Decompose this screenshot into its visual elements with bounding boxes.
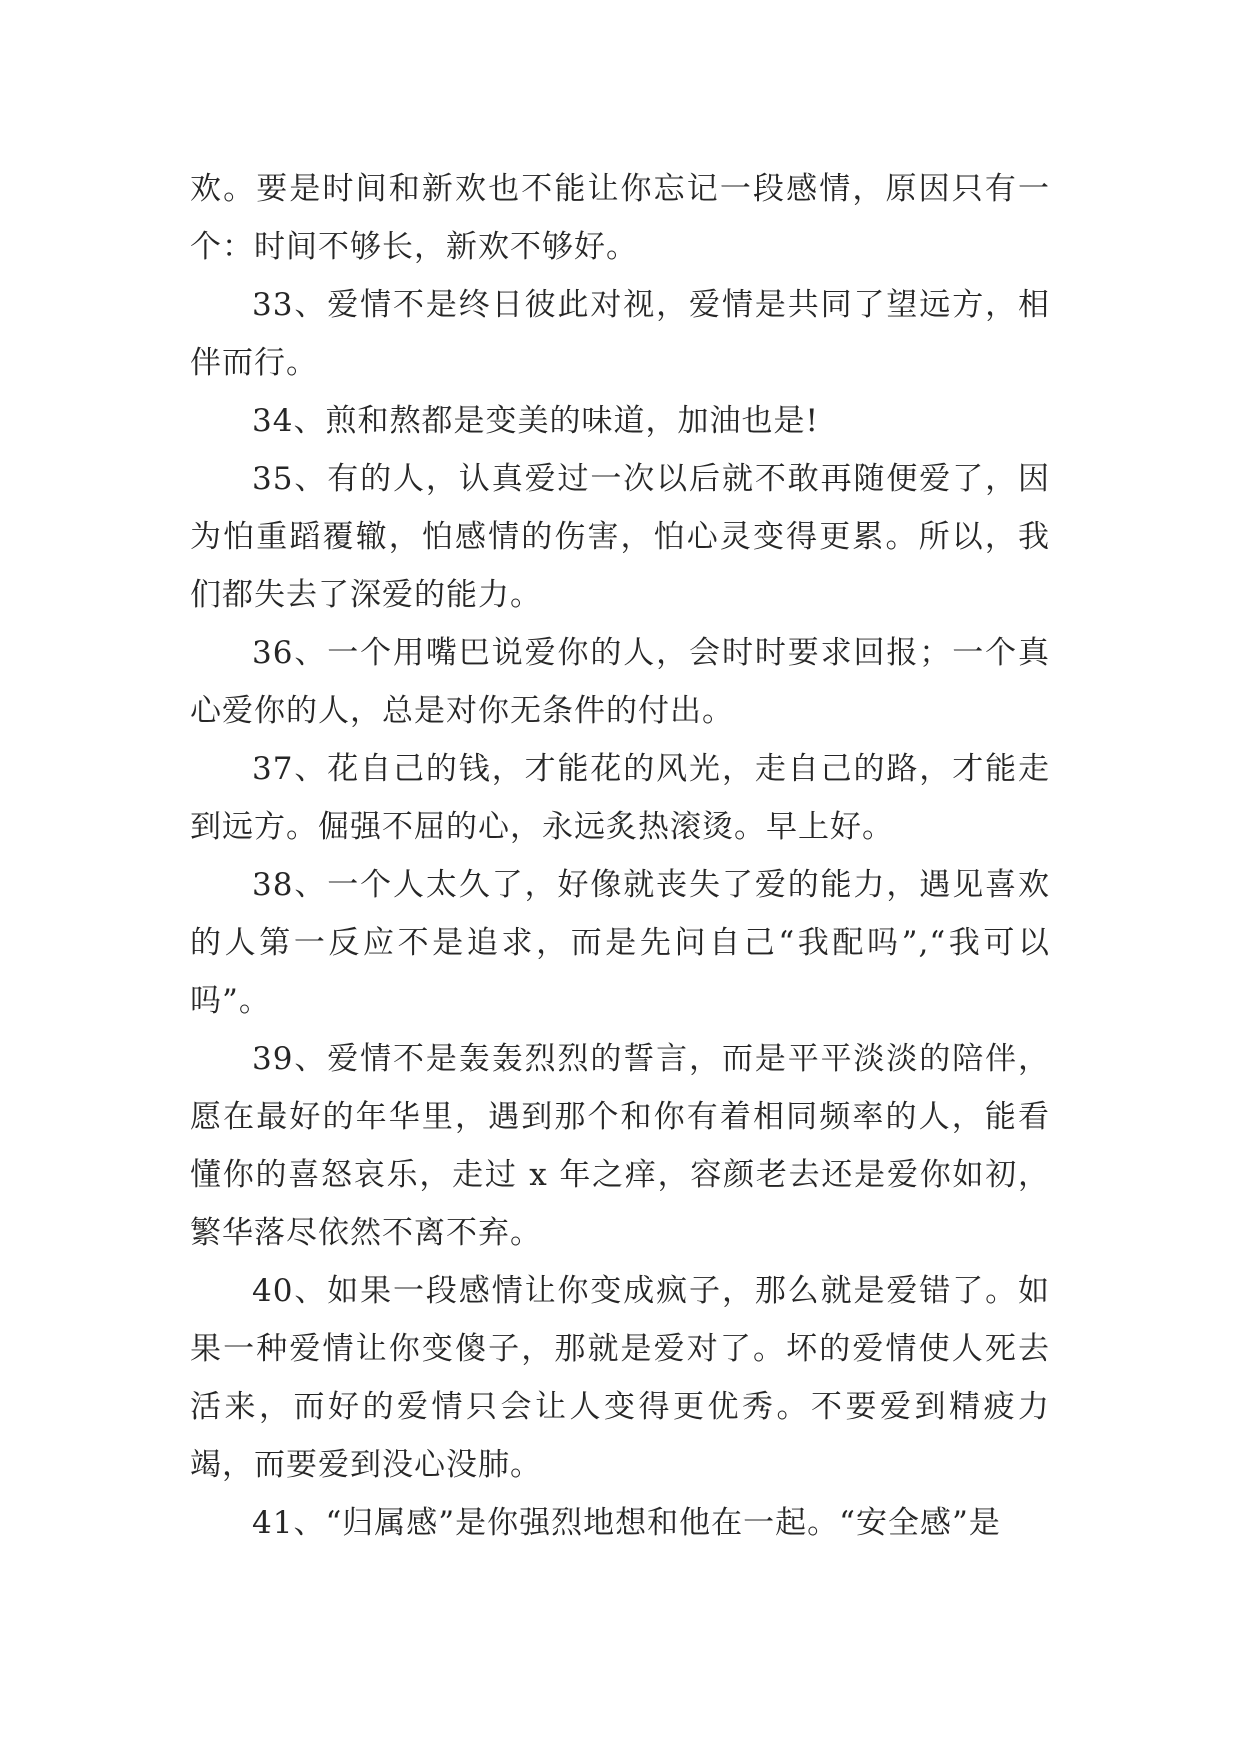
paragraph-35: 35、有的人，认真爱过一次以后就不敢再随便爱了，因为怕重蹈覆辙，怕感情的伤害，怕心灵变得更累。所以，我们都失去了深爱的能力。 bbox=[190, 461, 1050, 613]
paragraph-36: 36、一个用嘴巴说爱你的人，会时时要求回报；一个真心爱你的人，总是对你无条件的付出。 bbox=[190, 635, 1050, 729]
paragraph-39: 39、爱情不是轰轰烈烈的誓言，而是平平淡淡的陪伴，愿在最好的年华里，遇到那个和你有着相同频率的人，能看懂你的喜怒哀乐，走过 x 年之痒，容颜老去还是爱你如初，繁华落尽依然不离不弃。 bbox=[190, 1041, 1050, 1251]
paragraph-33: 33、爱情不是终日彼此对视，爱情是共同了望远方，相伴而行。 bbox=[190, 287, 1050, 381]
paragraph-40: 40、如果一段感情让你变成疯子，那么就是爱错了。如果一种爱情让你变傻子，那就是爱对了。坏的爱情使人死去活来，而好的爱情只会让人变得更优秀。不要爱到精疲力竭，而要爱到没心没肺。 bbox=[190, 1273, 1050, 1483]
paragraph-continuation: 欢。要是时间和新欢也不能让你忘记一段感情，原因只有一个：时间不够长，新欢不够好。 bbox=[190, 171, 1050, 265]
paragraph-38: 38、一个人太久了，好像就丧失了爱的能力，遇见喜欢的人第一反应不是追求，而是先问自己“我配吗”,“我可以吗”。 bbox=[190, 867, 1050, 1019]
document-body bbox=[190, 160, 1050, 1552]
paragraph-34: 34、煎和熬都是变美的味道，加油也是! bbox=[252, 403, 819, 439]
paragraph-41: 41、“归属感”是你强烈地想和他在一起。“安全感”是 bbox=[252, 1505, 1001, 1541]
paragraph-37: 37、花自己的钱，才能花的风光，走自己的路，才能走到远方。倔强不屈的心，永远炙热滚烫。早上好。 bbox=[190, 751, 1050, 845]
